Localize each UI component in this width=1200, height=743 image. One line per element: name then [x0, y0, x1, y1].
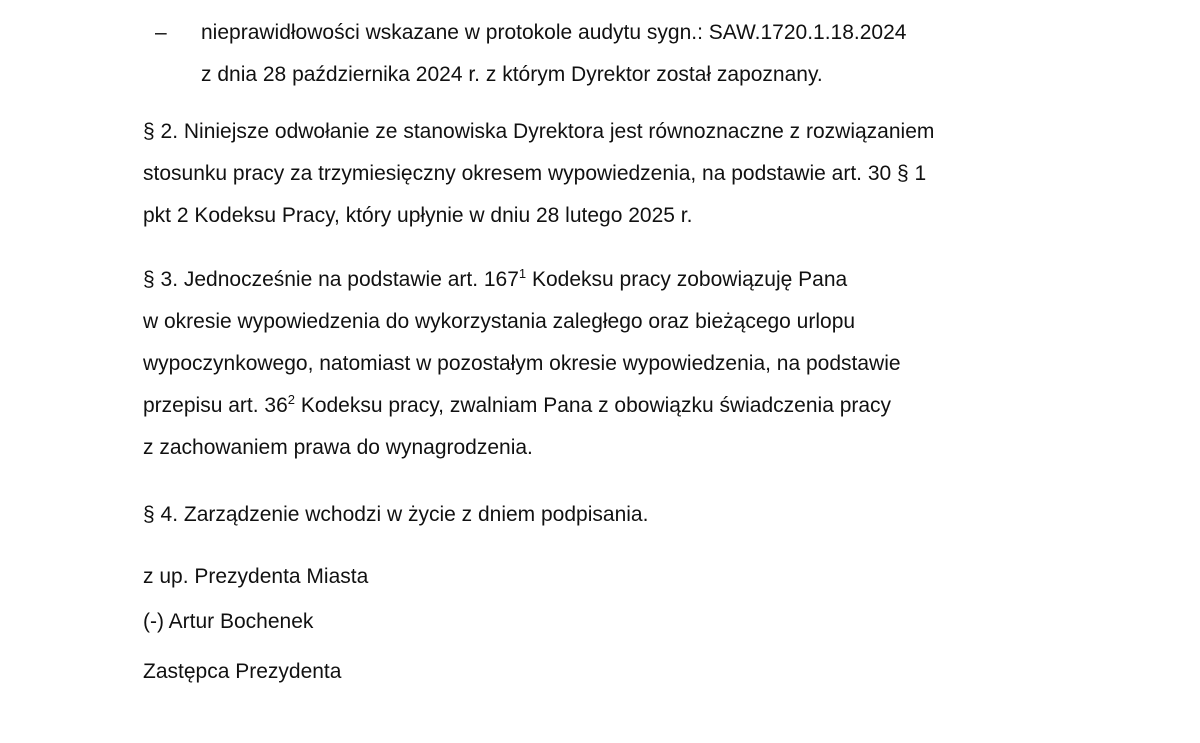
paragraph-3-line-1-text-b: Kodeksu pracy zobowiązuję Pana	[526, 268, 848, 291]
paragraph-3-line-3: wypoczynkowego, natomiast w pozostałym okresie wypowiedzenia, na podstawie	[143, 352, 901, 375]
paragraph-3-line-2: w okresie wypowiedzenia do wykorzystania zaległego oraz bieżącego urlopu	[143, 310, 856, 333]
paragraph-2-line-2: stosunku pracy za trzymiesięczny okresem wypowiedzenia, na podstawie art. 30 § 1	[143, 162, 927, 185]
paragraph-3	[143, 259, 1103, 469]
paragraph-2-line-1: § 2. Niniejsze odwołanie ze stanowiska Dyrektora jest równoznaczne z rozwiązaniem	[143, 120, 935, 143]
bullet-text	[201, 12, 1101, 96]
paragraph-4-line-1: § 4. Zarządzenie wchodzi w życie z dniem podpisania.	[143, 503, 649, 526]
paragraph-3-line-5: z zachowaniem prawa do wynagrodzenia.	[143, 436, 533, 459]
signature-role: Zastępca Prezydenta	[143, 660, 342, 683]
paragraph-3-line-4-text-a: przepisu art. 36	[143, 394, 288, 417]
signature-name: (-) Artur Bochenek	[143, 610, 314, 633]
superscript-1: 1	[518, 266, 527, 281]
bullet-line-1: nieprawidłowości wskazane w protokole audytu sygn.: SAW.1720.1.18.2024	[201, 21, 907, 44]
bullet-line-2: z dnia 28 października 2024 r. z którym Dyrektor został zapoznany.	[201, 63, 823, 86]
paragraph-3-line-4	[143, 385, 1103, 427]
paragraph-2	[143, 111, 1103, 237]
paragraph-3-line-1	[143, 259, 1103, 301]
paragraph-3-line-4-text-b: Kodeksu pracy, zwalniam Pana z obowiązku świadczenia pracy	[294, 394, 892, 417]
dash-bullet-icon: –	[155, 21, 167, 44]
paragraph-3-line-1-text-a: § 3. Jednocześnie na podstawie art. 167	[143, 268, 519, 291]
paragraph-2-line-3: pkt 2 Kodeksu Pracy, który upłynie w dniu 28 lutego 2025 r.	[143, 204, 693, 227]
signature-on-behalf: z up. Prezydenta Miasta	[143, 565, 369, 588]
paragraph-4	[143, 494, 1103, 536]
superscript-2: 2	[287, 392, 295, 407]
